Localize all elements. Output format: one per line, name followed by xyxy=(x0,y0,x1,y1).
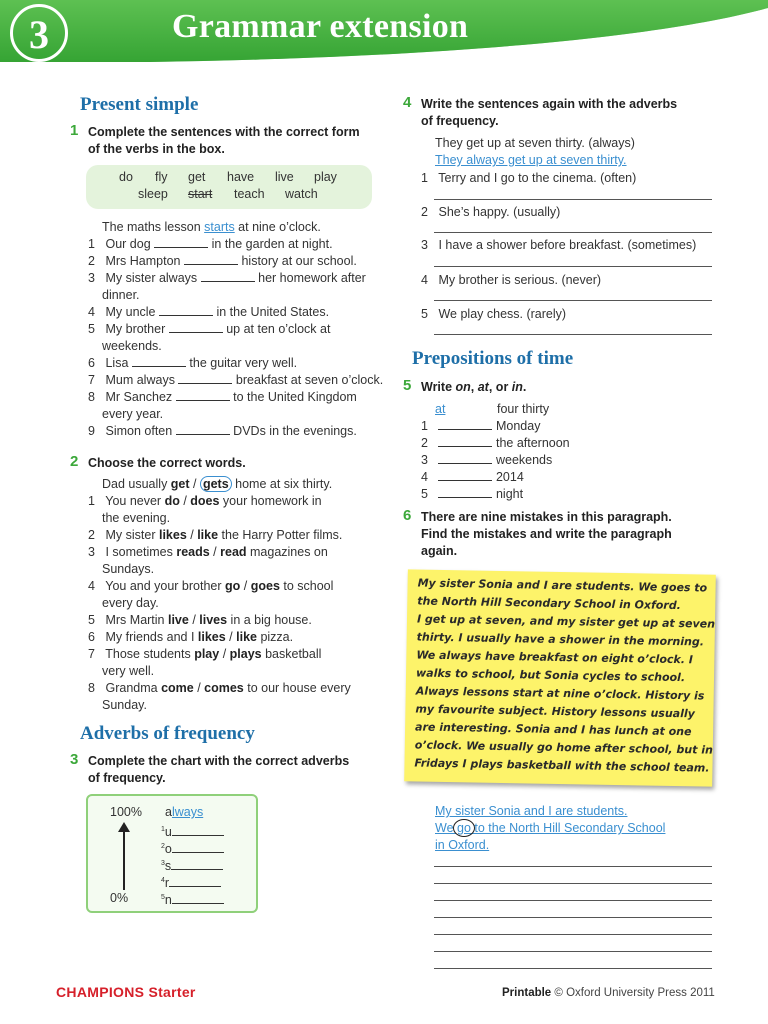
verb-word: have xyxy=(227,170,255,184)
word-option[interactable]: play xyxy=(194,647,220,661)
exercise-3-number: 3 xyxy=(70,751,79,768)
word-option[interactable]: does xyxy=(190,494,220,508)
answer-blank[interactable] xyxy=(172,824,224,836)
answer-blank[interactable] xyxy=(438,452,492,464)
answer-line[interactable] xyxy=(434,334,712,335)
chart-example: always xyxy=(165,805,204,819)
answer-line[interactable] xyxy=(434,199,712,200)
word-option[interactable]: lives xyxy=(199,613,228,627)
answer-line[interactable] xyxy=(434,968,712,969)
list-item: 6 Lisa the guitar very well. xyxy=(88,356,298,370)
word-option[interactable]: like xyxy=(197,528,219,542)
word-option[interactable]: comes xyxy=(204,681,244,695)
answer-line[interactable] xyxy=(434,900,712,901)
list-item: 3 weekends xyxy=(421,453,553,467)
list-item: 5 My brother up at ten o’clock at xyxy=(88,322,331,336)
note-line: Fridays I plays basketball with the school team. xyxy=(414,756,710,775)
answer-line[interactable] xyxy=(434,232,712,233)
note-line: walks to school, but Sonia cycles to school. xyxy=(415,666,686,685)
answer-blank[interactable] xyxy=(132,355,186,367)
list-item: 1 Monday xyxy=(421,419,541,433)
answer-blank[interactable] xyxy=(184,253,238,265)
arrow-up-icon xyxy=(116,822,132,892)
list-item-cont: Sundays. xyxy=(102,562,155,576)
list-item: 7 Mum always breakfast at seven o’clock. xyxy=(88,373,384,387)
verb-word: sleep xyxy=(138,187,168,201)
word-option[interactable]: plays xyxy=(229,647,262,661)
section-title-prepositions: Prepositions of time xyxy=(412,348,574,369)
list-item: 6 My friends and I likes / like pizza. xyxy=(88,630,294,644)
exercise-5-number: 5 xyxy=(403,377,412,394)
answer-blank[interactable] xyxy=(438,435,492,447)
word-option[interactable]: like xyxy=(236,630,257,644)
answer-blank[interactable] xyxy=(176,389,230,401)
list-item: 2 She’s happy. (usually) xyxy=(421,205,561,219)
exercise-4-example: They get up at seven thirty. (always) xyxy=(435,136,635,150)
verb-word: do xyxy=(119,170,133,184)
list-item: 1 Our dog in the garden at night. xyxy=(88,237,333,251)
note-line: thirty. I usually have a shower in the morning. xyxy=(416,630,705,649)
note-line: We always have breakfast on eight o’clock. I xyxy=(416,648,693,667)
chart-top-label: 100% xyxy=(110,805,142,819)
correction-circle xyxy=(453,819,475,837)
exercise-5-example-answer: at xyxy=(435,402,446,416)
list-item: 9 Simon often DVDs in the evenings. xyxy=(88,424,357,438)
note-line: my favourite subject. History lessons usually xyxy=(415,702,695,721)
exercise-1-list xyxy=(88,236,383,440)
note-line: I get up at seven, and my sister get up at seven xyxy=(416,612,716,631)
exercise-1-example: The maths lesson starts at nine o’clock. xyxy=(102,220,321,234)
sticky-note-paragraph xyxy=(404,569,716,786)
answer-blank[interactable] xyxy=(169,875,221,887)
exercise-4-example-answer: They always get up at seven thirty. xyxy=(435,153,627,167)
word-option[interactable]: go xyxy=(225,579,241,593)
list-item-cont: every day. xyxy=(102,596,159,610)
exercise-1-instruction: Complete the sentences with the correct form of the verbs in the box. xyxy=(88,125,360,156)
answer-blank[interactable] xyxy=(176,423,230,435)
answer-blank[interactable] xyxy=(154,236,208,248)
list-item-cont: dinner. xyxy=(102,288,140,302)
exercise-2-instruction: Choose the correct words. xyxy=(88,456,246,470)
list-item: 4 2014 xyxy=(421,470,524,484)
note-line: My sister Sonia and I are students. We goes to xyxy=(417,576,708,595)
exercise-5-list xyxy=(421,418,570,503)
answer-blank[interactable] xyxy=(171,858,223,870)
list-item: 8 Mr Sanchez to the United Kingdom xyxy=(88,390,357,404)
footer-copyright: Printable © Oxford University Press 2011 xyxy=(502,987,715,999)
chart-item: $^5$n xyxy=(161,889,224,909)
footer-brand: CHAMPIONS Starter xyxy=(56,984,196,1000)
answer-blank[interactable] xyxy=(438,418,492,430)
verb-word: watch xyxy=(285,187,318,201)
list-item: 1 You never do / does your homework in xyxy=(88,494,322,508)
answer-blank[interactable] xyxy=(159,304,213,316)
list-item: 5 We play chess. (rarely) xyxy=(421,307,567,321)
exercise-3-instruction: Complete the chart with the correct adverbs of frequency. xyxy=(88,754,350,785)
section-title-adverbs: Adverbs of frequency xyxy=(80,723,255,744)
chart-item: $^4$r xyxy=(161,872,221,892)
word-option[interactable]: come xyxy=(161,681,194,695)
chart-bottom-label: 0% xyxy=(110,891,129,905)
note-line: the North Hill Secondary School in Oxford. xyxy=(417,594,681,613)
word-option[interactable]: live xyxy=(167,613,189,627)
exercise-1-number: 1 xyxy=(70,122,79,139)
circled-answer: gets xyxy=(200,476,232,492)
answer-text-line: My sister Sonia and I are students. xyxy=(435,804,628,818)
verb-word: play xyxy=(314,170,337,184)
answer-blank[interactable] xyxy=(169,321,223,333)
exercise-4-number: 4 xyxy=(403,94,412,111)
answer-line[interactable] xyxy=(434,266,712,267)
page-title: Grammar extension xyxy=(172,8,469,45)
answer-blank[interactable] xyxy=(178,372,232,384)
answer-line[interactable] xyxy=(434,866,712,867)
word-option[interactable]: goes xyxy=(250,579,280,593)
word-option[interactable]: do xyxy=(164,494,180,508)
word-option[interactable]: likes xyxy=(158,528,187,542)
list-item: 4 My brother is serious. (never) xyxy=(421,273,602,287)
list-item-cont: every year. xyxy=(102,407,164,421)
verb-word: get xyxy=(188,170,206,184)
list-item-cont: weekends. xyxy=(102,339,162,353)
list-item: 7 Those students play / plays basketball xyxy=(88,647,322,661)
example-answer: starts xyxy=(204,220,235,234)
verb-word: fly xyxy=(155,170,168,184)
answer-blank[interactable] xyxy=(172,841,224,853)
section-title-present-simple: Present simple xyxy=(80,94,199,115)
word-option[interactable]: likes xyxy=(197,630,226,644)
note-line: are interesting. Sonia and I has lunch at one xyxy=(415,720,692,739)
exercise-2-example: Dad usually get / gets home at six thirty. xyxy=(102,477,333,491)
list-item-cont: Sunday. xyxy=(102,698,147,712)
verb-word-used: start xyxy=(188,187,213,201)
verb-word: live xyxy=(275,170,294,184)
list-item: 2 My sister likes / like the Harry Potter films. xyxy=(88,528,343,542)
answer-blank[interactable] xyxy=(201,270,255,282)
answer-text-line: We go to the North Hill Secondary School xyxy=(435,821,666,835)
list-item: 4 You and your brother go / goes to school xyxy=(88,579,334,593)
answer-line[interactable] xyxy=(434,951,712,952)
list-item: 4 My uncle in the United States. xyxy=(88,305,330,319)
list-item: 3 I have a shower before breakfast. (sometimes) xyxy=(421,238,697,252)
exercise-5-instruction: Write on, at, or in. xyxy=(421,380,527,394)
answer-line[interactable] xyxy=(434,917,712,918)
answer-blank[interactable] xyxy=(438,469,492,481)
word-option[interactable]: read xyxy=(220,545,247,559)
note-line: Always lessons start at nine o’clock. History is xyxy=(415,684,705,703)
list-item: 2 the afternoon xyxy=(421,436,570,450)
answer-blank[interactable] xyxy=(438,486,492,498)
note-line: o’clock. We usually go home after school, but in xyxy=(414,738,713,757)
list-item: 3 I sometimes reads / read magazines on xyxy=(88,545,328,559)
answer-line[interactable] xyxy=(434,300,712,301)
list-item: 5 Mrs Martin live / lives in a big house. xyxy=(88,613,312,627)
list-item-cont: the evening. xyxy=(102,511,171,525)
list-item: 5 night xyxy=(421,487,524,501)
word-option[interactable]: reads xyxy=(176,545,210,559)
answer-text-line: in Oxford. xyxy=(435,838,490,852)
verb-word: teach xyxy=(234,187,265,201)
list-item: 3 My sister always her homework after xyxy=(88,271,366,285)
unit-number: 3 xyxy=(10,4,68,62)
exercise-6-number: 6 xyxy=(403,507,412,524)
answer-line[interactable] xyxy=(434,883,712,884)
verb-word-box xyxy=(86,165,372,209)
answer-line[interactable] xyxy=(434,934,712,935)
exercise-2-list xyxy=(88,493,351,714)
chart-item: $^1$u xyxy=(161,821,224,841)
list-item: 8 Grandma come / comes to our house every xyxy=(88,681,351,695)
exercise-5-example-phrase: four thirty xyxy=(497,402,550,416)
list-item-cont: very well. xyxy=(102,664,155,678)
answer-blank[interactable] xyxy=(172,892,224,904)
exercise-4-instruction: Write the sentences again with the adverbs of frequency. xyxy=(421,97,678,128)
list-item: 1 Terry and I go to the cinema. (often) xyxy=(421,171,637,185)
list-item: 2 Mrs Hampton history at our school. xyxy=(88,254,357,268)
exercise-6-instruction: There are nine mistakes in this paragraph. Find the mistakes and write the paragraph again. xyxy=(421,510,672,558)
chart-item: $^2$o xyxy=(161,838,224,858)
chart-item: $^3$s xyxy=(161,855,223,875)
frequency-chart xyxy=(86,794,258,913)
exercise-2-number: 2 xyxy=(70,453,79,470)
